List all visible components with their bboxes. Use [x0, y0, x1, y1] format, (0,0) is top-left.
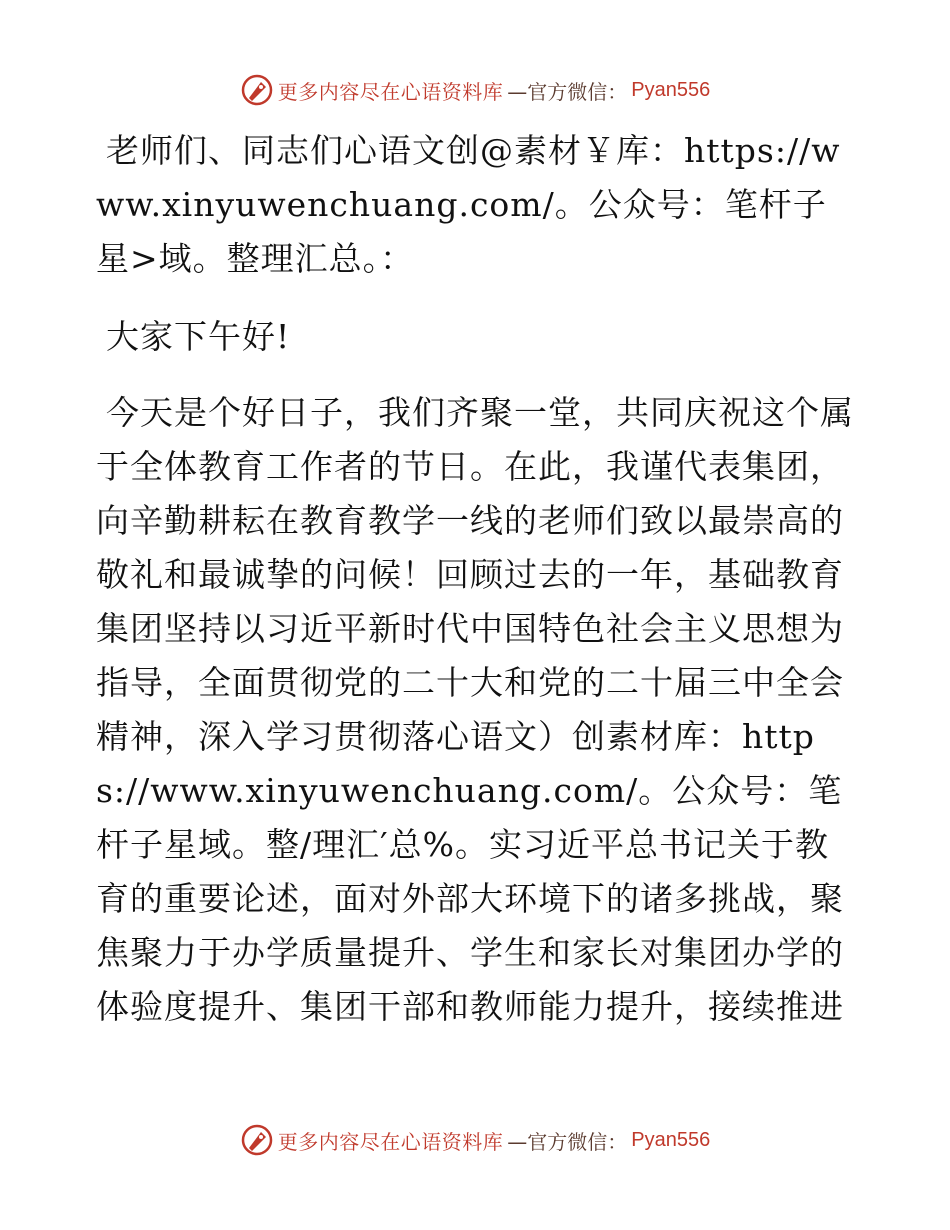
greeting-paragraph: 大家下午好! [106, 317, 291, 356]
banner-tagline: 更多内容尽在心语资料库 [277, 79, 504, 104]
banner-official-label: —官方微信： [507, 79, 628, 104]
banner-account-id: Pyan556 [631, 1128, 711, 1151]
document-body [96, 124, 856, 1034]
banner-account-id: Pyan556 [631, 78, 711, 101]
pen-nib-logo-icon [240, 73, 274, 107]
intro-paragraph: 老师们、同志们心语文创@素材￥库：https://www.xinyuwenchuang.com/。公众号：笔杆子星>域。整理汇总。： [96, 131, 841, 278]
body-paragraph: 今天是个好日子，我们齐聚一堂，共同庆祝这个属于全体教育工作者的节日。在此，我谨代表集团，向辛勤耕耘在教育教学一线的老师们致以最崇高的敬礼和最诚挚的问候！回顾过去的一年，基础教育集团坚持以习近平新时代中国特色社会主义思想为指导，全面贯彻党的二十大和党的二十届三中全会精神，深入学习贯彻落心语文）创素材库：https://www.xinyuwenchuang.com/。公众号：笔杆子星域。整/理汇′总%。实习近平总书记关于教育的重要论述，面对外部大环境下的诸多挑战，聚焦聚力于办学质量提升、学生和家长对集团办学的体验度提升、集团干部和教师能力提升，接续推进 [96, 393, 854, 1026]
footer-banner [0, 1120, 950, 1160]
pen-nib-logo-icon [240, 1123, 274, 1157]
banner-official-label: —官方微信： [507, 1129, 628, 1154]
banner-tagline: 更多内容尽在心语资料库 [277, 1129, 504, 1154]
header-banner [0, 70, 950, 110]
